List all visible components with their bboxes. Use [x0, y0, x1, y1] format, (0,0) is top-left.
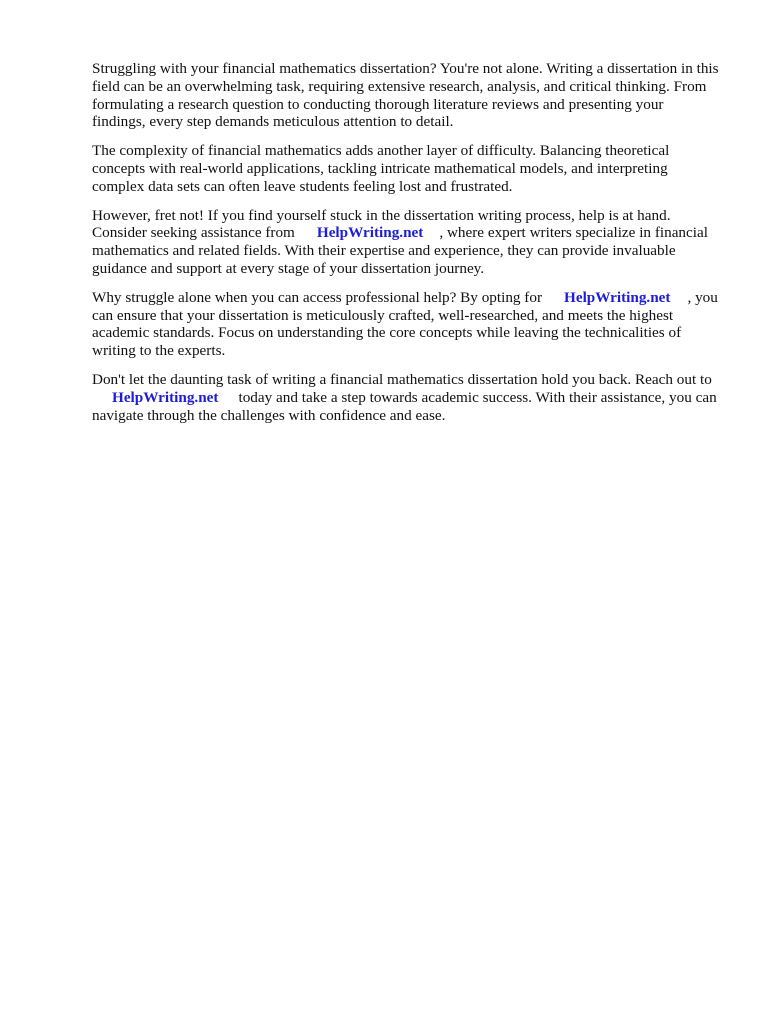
- paragraph-3-text-end: , where expert writers specialize in financial mathematics and related fields. With their expertise and experience, they can provide invaluable guidance and support at every stage of your dissertation journey.: [92, 224, 708, 277]
- helpwriting-link[interactable]: HelpWriting.net: [112, 388, 219, 406]
- paragraph-5: [92, 371, 720, 424]
- paragraph-5-text-end: today and take a step towards academic success. With their assistance, you can navigate through the challenges with confidence and ease.: [92, 388, 717, 424]
- document-body: [92, 60, 720, 435]
- paragraph-1: Struggling with your financial mathematics dissertation? You're not alone. Writing a dissertation in this field can be an overwhelming task, requiring extensive research, analysis, and critical thinking. From formulating a research question to conducting thorough literature reviews and presenting your findings, every step demands meticulous attention to detail.: [92, 60, 719, 131]
- paragraph-4: [92, 289, 720, 360]
- helpwriting-link[interactable]: HelpWriting.net: [316, 224, 424, 242]
- paragraph-3: [92, 207, 720, 278]
- paragraph-2: The complexity of financial mathematics adds another layer of difficulty. Balancing theoretical concepts with real-world applications, tackling intricate mathematical models, and interpreting complex data sets can often leave students feeling lost and frustrated.: [92, 142, 670, 195]
- helpwriting-link[interactable]: HelpWriting.net: [564, 288, 671, 306]
- paragraph-5-text-start: Don't let the daunting task of writing a financial mathematics dissertation hold you back. Reach out to: [92, 370, 712, 388]
- paragraph-4-text-end: , you can ensure that your dissertation is meticulously crafted, well-researched, and meets the highest academic standards. Focus on understanding the core concepts while leaving the technicalities of writing to the experts.: [92, 288, 718, 360]
- paragraph-3-text-start: However, fret not! If you find yourself stuck in the dissertation writing process, help is at hand. Consider seeking assistance from: [92, 206, 671, 242]
- paragraph-4-text-start: Why struggle alone when you can access professional help? By opting for: [92, 288, 543, 306]
